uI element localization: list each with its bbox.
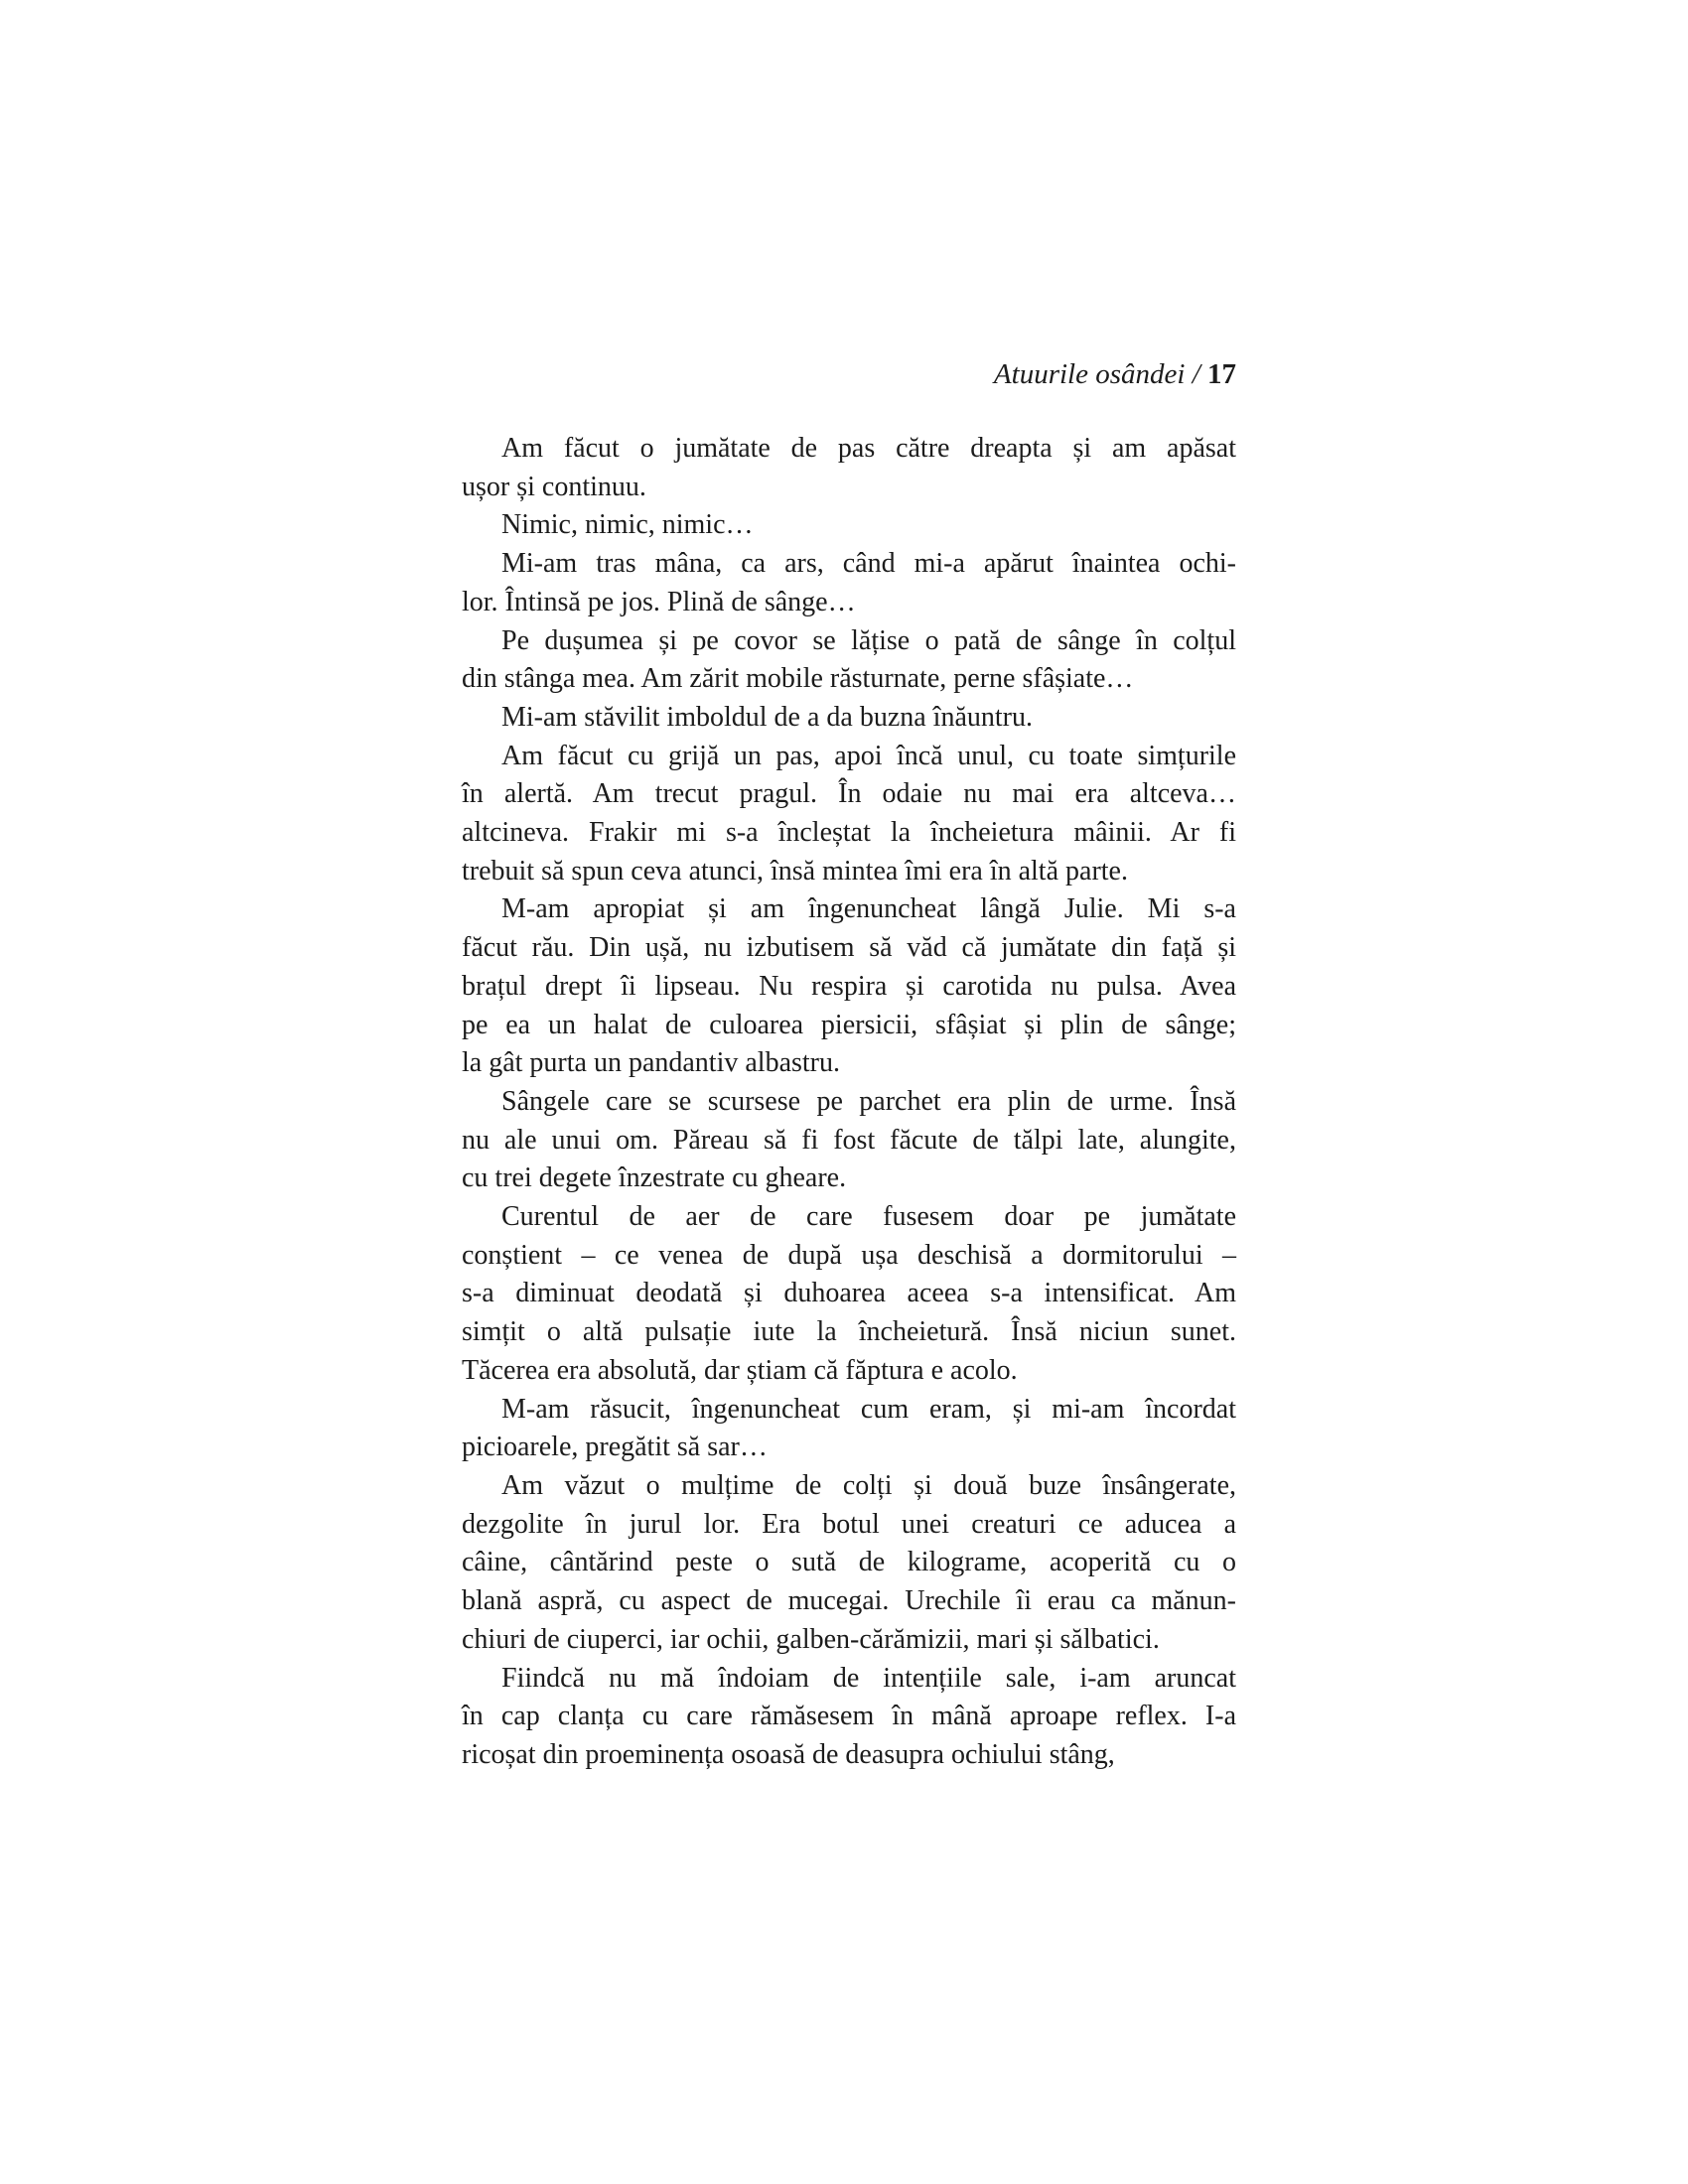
text-line: la gât purta un pandantiv albastru. [462, 1047, 840, 1079]
text-line: trebuit să spun ceva atunci, însă mintea îmi era în altă parte. [462, 855, 1128, 887]
text-line: Nimic, nimic, nimic… [501, 509, 754, 541]
text-line: picioarele, pregătit să sar… [462, 1432, 768, 1463]
running-header-separator: / [1185, 358, 1207, 390]
text-line: Curentul de aer de care fusesem doar pe jumătate [501, 1201, 1236, 1233]
text-line: Fiindcă nu mă îndoiam de intențiile sale, i-am aruncat [501, 1662, 1236, 1694]
text-line: s-a diminuat deodată și duhoarea aceea s-a intensificat. Am [462, 1278, 1236, 1309]
text-line: cu trei degete înzestrate cu gheare. [462, 1162, 847, 1194]
text-line: din stânga mea. Am zărit mobile răsturnate, perne sfâșiate… [462, 663, 1134, 695]
body-text [462, 430, 1236, 1775]
text-line: în cap clanța cu care rămăsesem în mână aproape reflex. I-a [462, 1701, 1236, 1732]
text-line: simțit o altă pulsație iute la încheietură. Însă niciun sunet. [462, 1316, 1236, 1348]
text-line: Tăcerea era absolută, dar știam că făptura e acolo. [462, 1354, 1018, 1386]
text-line: Am făcut o jumătate de pas către dreapta și am apăsat [501, 433, 1236, 464]
text-block [462, 353, 1236, 1775]
text-line: în alertă. Am trecut pragul. În odaie nu mai era altceva… [462, 778, 1236, 810]
text-line: Am făcut cu grijă un pas, apoi încă unul, cu toate simțurile [501, 740, 1236, 771]
text-line: Mi-am stăvilit imboldul de a da buzna înăuntru. [501, 701, 1033, 733]
text-line: blană aspră, cu aspect de mucegai. Urechile îi erau ca mănun- [462, 1585, 1236, 1617]
text-line: Sângele care se scursese pe parchet era plin de urme. Însă [501, 1085, 1236, 1117]
text-line: ricoșat din proeminența osoasă de deasupra ochiului stâng, [462, 1738, 1115, 1770]
running-header [462, 353, 1236, 395]
text-line: chiuri de ciuperci, iar ochii, galben-cărămizii, mari și sălbatici. [462, 1623, 1160, 1655]
text-line: dezgolite în jurul lor. Era botul unei creaturi ce aducea a [462, 1508, 1236, 1540]
text-line: pe ea un halat de culoarea piersicii, sfâșiat și plin de sânge; [462, 1009, 1236, 1040]
text-line: M-am apropiat și am îngenuncheat lângă Julie. Mi s-a [501, 893, 1236, 925]
text-line: altcineva. Frakir mi s-a încleștat la încheietura mâinii. Ar fi [462, 817, 1236, 849]
text-line: M-am răsucit, îngenuncheat cum eram, și mi-am încordat [501, 1393, 1236, 1425]
text-line: Mi-am tras mâna, ca ars, când mi-a apărut înaintea ochi- [501, 548, 1236, 580]
text-line: conștient – ce venea de după ușa deschisă a dormitorului – [462, 1239, 1236, 1271]
text-line: nu ale unui om. Păreau să fi fost făcute de tălpi late, alungite, [462, 1124, 1236, 1156]
text-line: lor. Întinsă pe jos. Plină de sânge… [462, 586, 856, 617]
text-line: făcut rău. Din ușă, nu izbutisem să văd că jumătate din față și [462, 932, 1236, 964]
page-number: 17 [1207, 358, 1236, 390]
text-line: Pe dușumea și pe covor se lățise o pată de sânge în colțul [501, 624, 1236, 656]
text-line: ușor și continuu. [462, 471, 646, 502]
text-line: Am văzut o mulțime de colți și două buze însângerate, [501, 1469, 1236, 1501]
text-line: câine, cântărind peste o sută de kilograme, acoperită cu o [462, 1547, 1236, 1578]
text-line: brațul drept îi lipseau. Nu respira și carotida nu pulsa. Avea [462, 970, 1236, 1002]
running-header-title: Atuurile osândei [993, 358, 1186, 390]
